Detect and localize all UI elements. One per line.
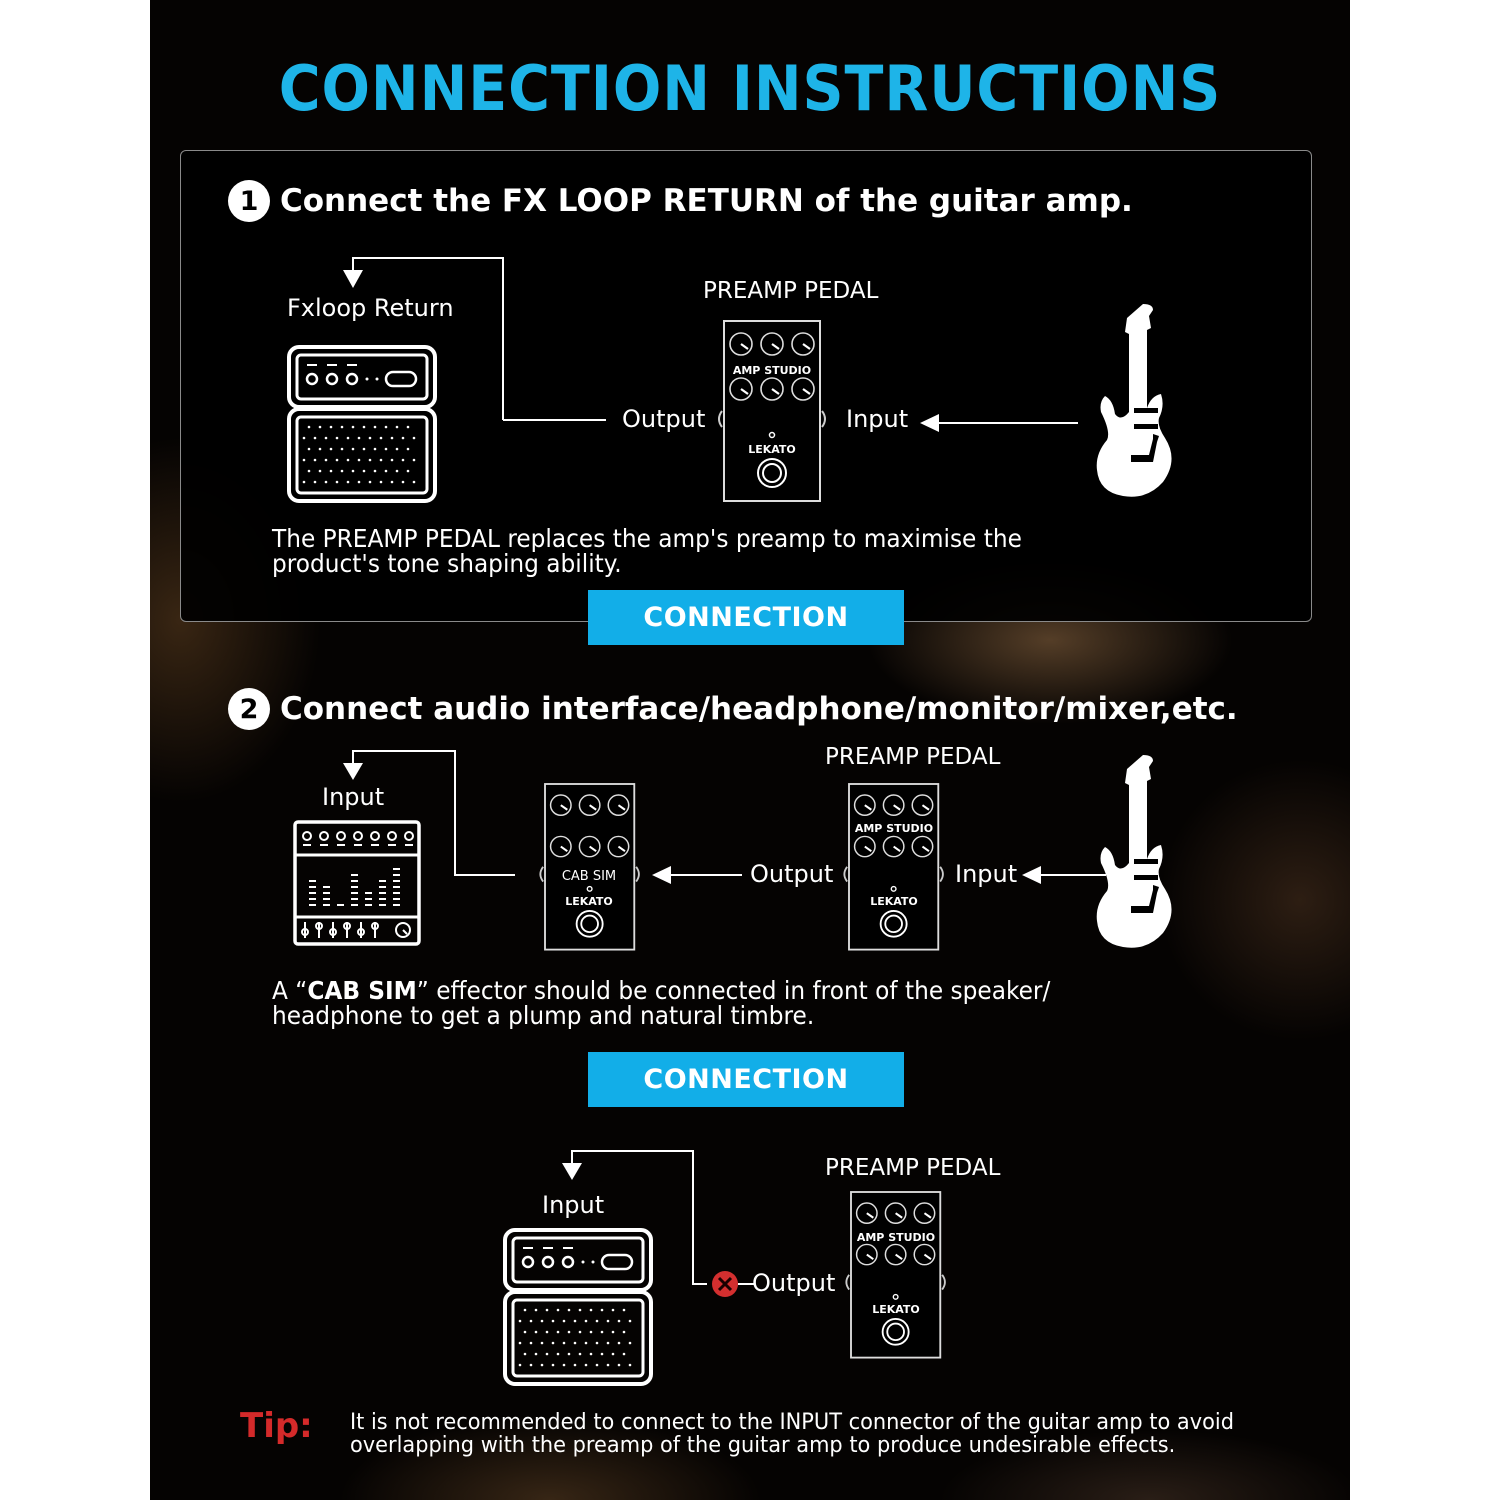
pedal-brand-text: LEKATO — [872, 1303, 920, 1316]
electric-guitar-icon — [1097, 304, 1172, 497]
cab-sim-text: CAB SIM — [561, 869, 617, 884]
pedal-brand-text: LEKATO — [748, 443, 796, 456]
output-label: Output — [750, 860, 834, 888]
arrow-down-icon — [343, 270, 363, 288]
step-2-description: A “CAB SIM” effector should be connected in front of the speaker/ headphone to get a plump and natural timbre. — [272, 976, 1051, 1030]
input-label: Input — [955, 860, 1018, 888]
step-1-badge: 1 — [228, 180, 270, 222]
tip-label: Tip: — [240, 1406, 313, 1446]
pedal-name-text: AMP STUDIO — [856, 1231, 936, 1244]
pedal-name-text: AMP STUDIO — [854, 822, 934, 835]
preamp-pedal-title: PREAMP PEDAL — [825, 1155, 1001, 1181]
output-label: Output — [622, 405, 706, 433]
pedal-brand-text: LEKATO — [870, 895, 918, 908]
electric-guitar-icon — [1097, 755, 1172, 948]
arrow-left-icon — [1022, 866, 1041, 884]
arrow-down-icon — [562, 1163, 582, 1180]
step-1-heading-text: Connect the FX LOOP RETURN of the guitar amp. — [280, 183, 1133, 219]
output-label: Output — [752, 1269, 836, 1297]
connection-button[interactable]: CONNECTION — [588, 590, 904, 645]
preamp-pedal-title: PREAMP PEDAL — [825, 744, 1001, 770]
preamp-pedal-icon — [846, 1192, 945, 1358]
x-mark-icon — [712, 1271, 738, 1297]
diagram-graphics — [150, 0, 1350, 1500]
preamp-pedal-icon — [719, 321, 825, 501]
guitar-amp-icon — [505, 1230, 651, 1384]
step-2-heading-text: Connect audio interface/headphone/monitor/mixer,etc. — [280, 691, 1238, 727]
page-title: CONNECTION INSTRUCTIONS — [278, 52, 1222, 125]
interface-input-label: Input — [322, 783, 385, 811]
tip-text: It is not recommended to connect to the INPUT connector of the guitar amp to avoid overlapping with the preamp of the guitar amp to produce undesirable effects. — [350, 1410, 1234, 1458]
step-1-description: The PREAMP PEDAL replaces the amp's preamp to maximise the product's tone shaping ability. — [272, 524, 1022, 578]
fxloop-return-label: Fxloop Return — [287, 294, 454, 322]
guitar-amp-icon — [289, 347, 435, 501]
amp-input-label: Input — [542, 1191, 605, 1219]
arrow-down-icon — [343, 763, 363, 780]
audio-interface-icon — [295, 822, 419, 944]
pedal-name-text: AMP STUDIO — [732, 364, 812, 377]
step-2-badge: 2 — [228, 688, 270, 730]
preamp-pedal-title: PREAMP PEDAL — [703, 278, 879, 304]
arrow-left-icon — [920, 414, 939, 432]
arrow-left-icon — [652, 866, 671, 884]
cab-sim-brand-text: LEKATO — [565, 895, 613, 908]
step-2-heading — [228, 688, 1238, 730]
instruction-sheet — [150, 0, 1350, 1500]
connection-button[interactable]: CONNECTION — [588, 1052, 904, 1107]
cab-sim-pedal-icon — [540, 784, 639, 950]
input-label: Input — [846, 405, 909, 433]
preamp-pedal-icon — [844, 784, 943, 950]
